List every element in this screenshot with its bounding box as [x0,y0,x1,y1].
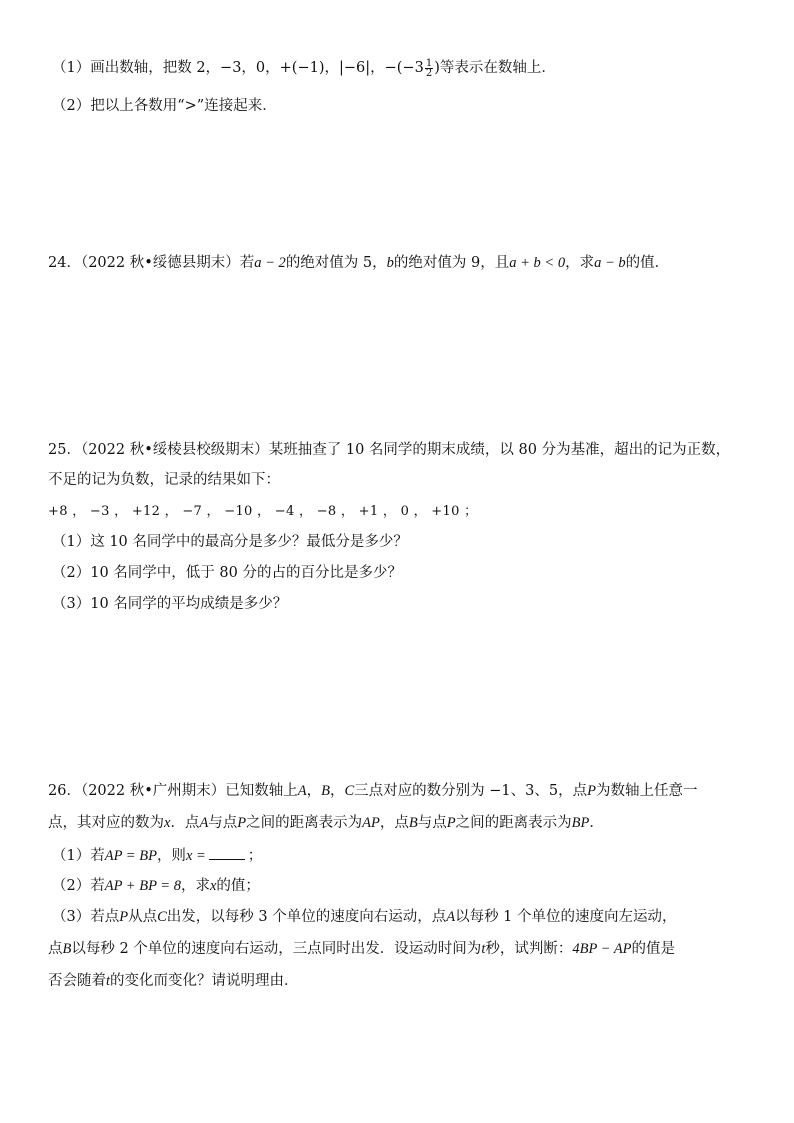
q26-part2-condition: AP + BP = 8 [104,878,181,894]
q26-expression: 4BP − AP [572,941,632,957]
q24-condition: a + b < 0 [509,255,566,271]
var-x: x [209,878,217,894]
q26-text: 以每秒 2 个单位的速度向右运动，三点同时出发．设运动时间为 [71,941,482,957]
q25-data-row: +8 ， −3 ， +12 ， −7 ， −10 ， −4 ， −8 ， +1 ， 0 ， +10 ； [48,504,478,519]
q26-line1 [48,781,697,801]
q26-part3-line1 [52,907,677,927]
fraction-numerator: 1 [425,57,433,69]
fraction-denominator: 2 [425,67,433,79]
q26-header: 26．（2022 秋•广州期末）已知数轴上 [48,783,298,799]
q26-part1 [52,845,262,866]
q23-part1 [52,58,556,78]
q26-text: 与点 [208,815,238,831]
fraction-one-half [425,59,433,78]
point-p-label: P [587,783,596,799]
point-a-label: A [446,909,456,925]
var-t: t [106,973,111,989]
q26-text: （1）若 [52,848,105,864]
distance-bp: BP [571,815,590,831]
q26-text: 三点对应的数分别为 −1、3、5，点 [354,783,588,799]
q24-expr-a-minus-b: a − b [594,255,626,271]
q24-text: 的绝对值为 5， [285,255,387,271]
q25-line2: 不足的记为负数，记录的结果如下： [48,472,280,488]
q25-part3: （3）10 名同学的平均成绩是多少？ [52,596,288,612]
q25-line1: 25．（2022 秋•绥棱县校级期末）某班抽查了 10 名同学的期末成绩，以 80 分为基准，超出的记为正数， [48,442,731,458]
point-b-label: B [321,783,330,799]
q26-text: ； [247,848,263,864]
q26-text: 否会随着 [48,973,106,989]
var-t: t [481,941,486,957]
q26-part2 [52,876,260,896]
q26-text: ．点 [170,815,200,831]
point-b-label: B [62,941,72,957]
q24-text: 的值． [625,255,670,271]
q26-text: 的值； [216,878,260,894]
q24-var-b: b [386,255,394,271]
var-x: x [164,815,171,831]
q26-text: 之间的距离表示为 [246,815,363,831]
q26-text: ，点 [379,815,409,831]
q26-text: 出发，以每秒 3 个单位的速度向右运动，点 [166,909,447,925]
q24-header: 24．（2022 秋•绥德县期末）若 [48,255,255,271]
q26-line2 [48,813,604,833]
q24-text: ，求 [565,255,595,271]
q26-text: （3）若点 [52,909,120,925]
q26-part3-line2 [48,939,675,959]
q24-question [48,253,669,273]
q25-part2: （2）10 名同学中，低于 80 分的占的百分比是多少？ [52,565,402,581]
q26-part1-condition: AP = BP [104,848,157,864]
q26-text: 的值是 [631,941,676,957]
q26-text: 秒，试判断： [485,941,573,957]
q23-part2: （2）把以上各数用“>”连接起来． [52,98,277,114]
point-c-label: C [157,909,167,925]
q26-text: 与点 [417,815,447,831]
q26-part1-x-equals: x = [185,848,206,864]
point-b-label: B [408,815,418,831]
q26-text: ，求 [180,878,210,894]
point-a-label: A [297,783,307,799]
q26-text: 的变化而变化？请说明理由． [110,973,299,989]
q26-text: 从点 [128,909,158,925]
point-c-label: C [344,783,355,799]
q26-sep: ， [329,783,345,799]
q26-text: （2）若 [52,878,105,894]
q23-part1-text-b: )等表示在数轴上． [434,60,556,76]
point-a-label: A [199,815,209,831]
answer-blank [209,845,245,860]
distance-ap: AP [362,815,380,831]
q26-text: 点，其对应的数为 [48,815,164,831]
q26-text: ． [589,815,604,831]
q26-text: 为数轴上任意一 [595,783,698,799]
q26-text: ，则 [156,848,186,864]
q23-part1-text-a: （1）画出数轴，把数 2，−3，0，+(−1)，|−6|，−(−3 [52,60,424,76]
q25-part1: （1）这 10 名同学中的最高分是多少？最低分是多少？ [52,534,408,550]
q26-text: 之间的距离表示为 [455,815,572,831]
q24-text: 的绝对值为 9，且 [393,255,510,271]
point-p-label: P [237,815,247,831]
q26-sep: ， [306,783,322,799]
q26-text: 点 [48,941,63,957]
point-p-label: P [446,815,456,831]
point-p-label: P [119,909,129,925]
q24-expr-a-minus-2: a − 2 [254,255,286,271]
q26-part3-line3 [48,971,299,991]
q26-text: 以每秒 1 个单位的速度向左运动， [455,909,677,925]
